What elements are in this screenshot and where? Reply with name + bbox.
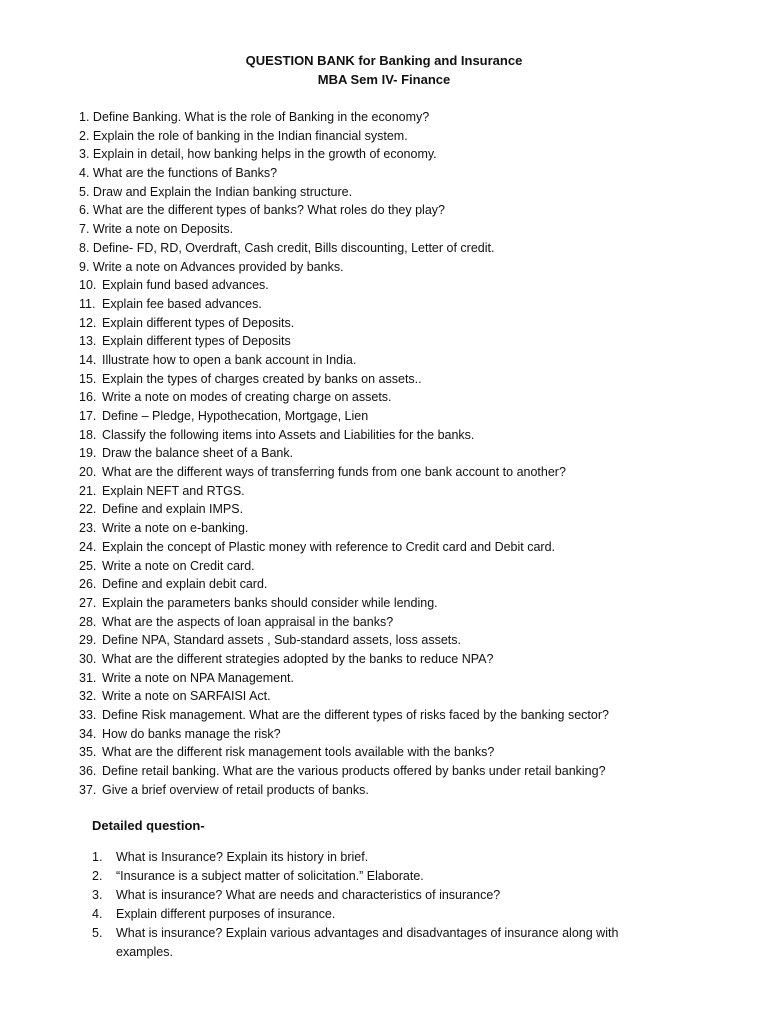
question-number: 7. (79, 222, 90, 237)
question-number: 35. (79, 745, 97, 760)
detailed-question-list (92, 848, 652, 962)
question-number: 27. (79, 595, 97, 610)
question-number: 1. (79, 110, 90, 124)
document-title: QUESTION BANK for Banking and Insurance (245, 53, 523, 68)
question-text: What are the different strategies adopted by the banks to reduce NPA? (102, 651, 494, 666)
question-item (79, 164, 679, 183)
question-item (79, 407, 679, 426)
question-item (79, 351, 679, 370)
detailed-question-number: 1. (92, 850, 103, 864)
question-text: Define Banking. What is the role of Banking in the economy? (92, 110, 430, 124)
question-item (79, 613, 679, 632)
question-item (79, 762, 679, 781)
question-number: 13. (79, 334, 97, 349)
detailed-question-number: 2. (92, 869, 103, 883)
question-item (79, 687, 679, 706)
detailed-question-heading: Detailed question- (92, 818, 205, 833)
question-text: How do banks manage the risk? (102, 726, 281, 741)
question-text: Write a note on e-banking. (102, 521, 249, 536)
question-text: Explain NEFT and RTGS. (102, 483, 245, 498)
question-number: 4. (79, 166, 90, 181)
question-number: 20. (79, 465, 97, 480)
question-text: Write a note on Advances provided by banks. (92, 259, 344, 274)
question-text: Classify the following items into Assets and Liabilities for the banks. (102, 427, 475, 442)
question-text: Define retail banking. What are the various products offered by banks under retail banking? (102, 764, 606, 779)
question-number: 34. (79, 726, 97, 741)
detailed-question-text: What is insurance? What are needs and characteristics of insurance? (116, 888, 501, 902)
question-item (79, 631, 679, 650)
question-number: 32. (79, 689, 97, 704)
question-item (79, 201, 679, 220)
question-item (79, 743, 679, 762)
detailed-question-text: Explain different purposes of insurance. (116, 907, 336, 921)
question-text: Explain fee based advances. (102, 296, 262, 311)
question-item (79, 239, 679, 258)
question-number: 29. (79, 633, 97, 648)
detailed-question-item (92, 905, 652, 924)
question-number: 30. (79, 651, 97, 666)
question-item (79, 314, 679, 333)
question-item (79, 276, 679, 295)
detailed-question-text: What is Insurance? Explain its history in brief. (116, 850, 369, 864)
question-item (79, 725, 679, 744)
question-text: What are the different ways of transferring funds from one bank account to another? (102, 465, 566, 480)
question-text: Write a note on modes of creating charge on assets. (102, 390, 392, 405)
question-item (79, 370, 679, 389)
question-item (79, 108, 679, 127)
question-number: 11. (79, 296, 96, 311)
question-number: 25. (79, 558, 97, 573)
question-number: 3. (79, 147, 90, 162)
question-number: 2. (79, 128, 90, 143)
question-number: 17. (79, 409, 97, 423)
question-text: Draw and Explain the Indian banking structure. (92, 184, 353, 199)
question-number: 15. (79, 371, 97, 386)
question-item (79, 706, 679, 725)
question-number: 9. (79, 259, 90, 274)
question-text: Give a brief overview of retail products of banks. (102, 782, 369, 797)
question-text: Write a note on NPA Management. (102, 670, 295, 685)
question-item (79, 426, 679, 445)
question-text: Draw the balance sheet of a Bank. (102, 446, 294, 461)
question-text: Define and explain IMPS. (102, 502, 244, 517)
question-number: 28. (79, 614, 97, 629)
question-list (79, 108, 679, 799)
detailed-question-number: 3. (92, 888, 103, 902)
question-number: 19. (79, 446, 97, 461)
question-number: 36. (79, 764, 97, 779)
question-number: 18. (79, 427, 97, 442)
question-number: 8. (79, 240, 90, 255)
question-number: 31. (79, 670, 97, 685)
question-number: 23. (79, 521, 97, 536)
question-number: 10. (79, 278, 97, 293)
document-subtitle: MBA Sem IV- Finance (317, 72, 451, 87)
question-item (79, 594, 679, 613)
detailed-question-item (92, 886, 652, 905)
question-item (79, 575, 679, 594)
question-item (79, 388, 679, 407)
question-text: Explain the types of charges created by banks on assets.. (102, 371, 422, 386)
question-item (79, 557, 679, 576)
question-item (79, 145, 679, 164)
detailed-question-item (92, 924, 652, 962)
question-item (79, 220, 679, 239)
question-item (79, 482, 679, 501)
question-text: Explain different types of Deposits (102, 334, 291, 349)
question-item (79, 538, 679, 557)
question-item (79, 183, 679, 202)
question-text: Write a note on Credit card. (102, 558, 255, 573)
question-text: Explain the concept of Plastic money with reference to Credit card and Debit card. (102, 539, 556, 554)
question-text: Explain fund based advances. (102, 278, 269, 293)
question-text: Define NPA, Standard assets , Sub-standard assets, loss assets. (102, 633, 461, 648)
question-number: 22. (79, 502, 97, 517)
question-item (79, 669, 679, 688)
question-item (79, 258, 679, 277)
question-text: Illustrate how to open a bank account in India. (102, 352, 357, 367)
detailed-question-number: 4. (92, 907, 103, 921)
detailed-question-number: 5. (92, 926, 103, 940)
question-item (79, 444, 679, 463)
question-text: Write a note on Deposits. (92, 222, 234, 237)
question-text: Explain the parameters banks should consider while lending. (102, 595, 438, 610)
question-text: What are the different risk management tools available with the banks? (102, 745, 495, 760)
question-number: 5. (79, 184, 90, 199)
detailed-question-item (92, 848, 652, 867)
question-item (79, 127, 679, 146)
question-number: 16. (79, 390, 97, 405)
question-text: What are the functions of Banks? (92, 166, 278, 181)
question-number: 12. (79, 315, 97, 330)
question-number: 14. (79, 352, 97, 367)
detailed-question-text: “Insurance is a subject matter of solicitation.” Elaborate. (116, 869, 424, 883)
question-number: 24. (79, 539, 97, 554)
question-text: Define – Pledge, Hypothecation, Mortgage, Lien (102, 409, 369, 423)
question-text: Explain different types of Deposits. (102, 315, 295, 330)
question-number: 37. (79, 782, 97, 797)
question-item (79, 650, 679, 669)
question-number: 26. (79, 577, 97, 592)
question-number: 6. (79, 203, 90, 218)
question-text: What are the different types of banks? What roles do they play? (92, 203, 445, 218)
question-item (79, 463, 679, 482)
question-item (79, 781, 679, 800)
question-item (79, 500, 679, 519)
question-number: 33. (79, 708, 97, 722)
detailed-question-item (92, 867, 652, 886)
detailed-question-text: What is insurance? Explain various advantages and disadvantages of insurance along with examples. (116, 926, 619, 959)
question-item (79, 332, 679, 351)
question-text: Define and explain debit card. (102, 577, 268, 592)
question-text: Define Risk management. What are the different types of risks faced by the banking sector? (102, 708, 609, 722)
question-text: What are the aspects of loan appraisal in the banks? (102, 614, 394, 629)
question-text: Explain the role of banking in the Indian financial system. (92, 128, 408, 143)
question-item (79, 295, 679, 314)
question-text: Define- FD, RD, Overdraft, Cash credit, Bills discounting, Letter of credit. (92, 240, 495, 255)
question-text: Write a note on SARFAISI Act. (102, 689, 271, 704)
question-item (79, 519, 679, 538)
question-text: Explain in detail, how banking helps in the growth of economy. (92, 147, 437, 162)
question-number: 21. (79, 483, 97, 498)
